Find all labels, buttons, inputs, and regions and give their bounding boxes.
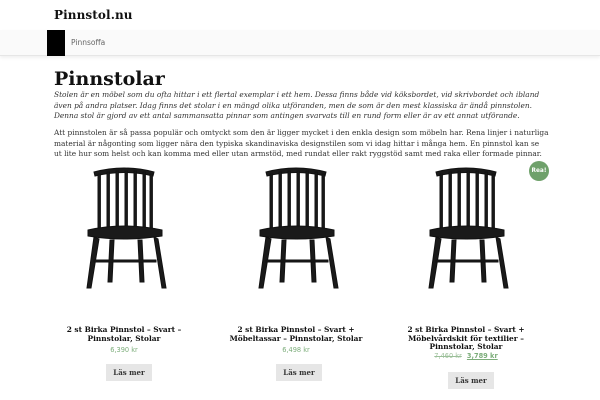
product-name[interactable]: 2 st Birka Pinnstol – Svart – Pinnstolar, Stolar [66, 325, 182, 343]
intro-paragraph: Stolen är en möbel som du ofta hittar i ett flertal exemplar i ett hem. Dessa finns både vid köksbordet, vid skrivbordet och ibland även på andra platser. Idag finns det stolar i en mängd olika utföranden, men de som är den mest klassiska är ändå pinnstolen. Denna stol är gjord av ett antal sammansatta pinnar som antingen svarvats till en rund form eller är av ett annat utförande. [54, 90, 540, 120]
chair-image[interactable] [396, 160, 536, 290]
menu-toggle-block[interactable] [47, 30, 65, 56]
read-more-button[interactable]: Läs mer [276, 364, 322, 381]
product-price: 6,390 kr [110, 346, 138, 354]
sale-price: 3,789 kr [466, 352, 498, 360]
body-paragraph: Att pinnstolen är så passa populär och omtyckt som den är ligger mycket i den enkla design som möbeln har. Rena linjer i naturliga material är någonting som ligger nära den typiska skandinaviska designstilen som vi idag hittar i många hem. En pinnstol kan se ut lite hur som helst och kan komma med eller utan armstöd, med rundat eller rakt ryggstöd samt med raka eller formade pinnar. [54, 128, 549, 158]
site-header [0, 0, 600, 30]
site-title-link[interactable]: Pinnstol.nu [54, 8, 133, 22]
main-navigation [0, 30, 600, 56]
product-price: 6,498 kr [282, 346, 310, 354]
read-more-button[interactable]: Läs mer [106, 364, 152, 381]
nav-item-pinnsoffa[interactable]: Pinnsoffa [71, 38, 106, 47]
page-title: Pinnstolar [54, 68, 165, 90]
product-price-block [396, 352, 536, 360]
read-more-button[interactable]: Läs mer [448, 372, 494, 389]
chair-image[interactable] [54, 160, 194, 290]
old-price: 7,460 kr [434, 352, 462, 360]
product-name[interactable]: 2 st Birka Pinnstol – Svart + Möbeltassar – Pinnstolar, Stolar [229, 325, 363, 343]
chair-image[interactable] [226, 160, 366, 290]
product-name[interactable]: 2 st Birka Pinnstol – Svart + Möbelvårdskit för textilier – Pinnstolar, Stolar [407, 325, 525, 352]
sale-badge: Rea! [529, 161, 549, 181]
